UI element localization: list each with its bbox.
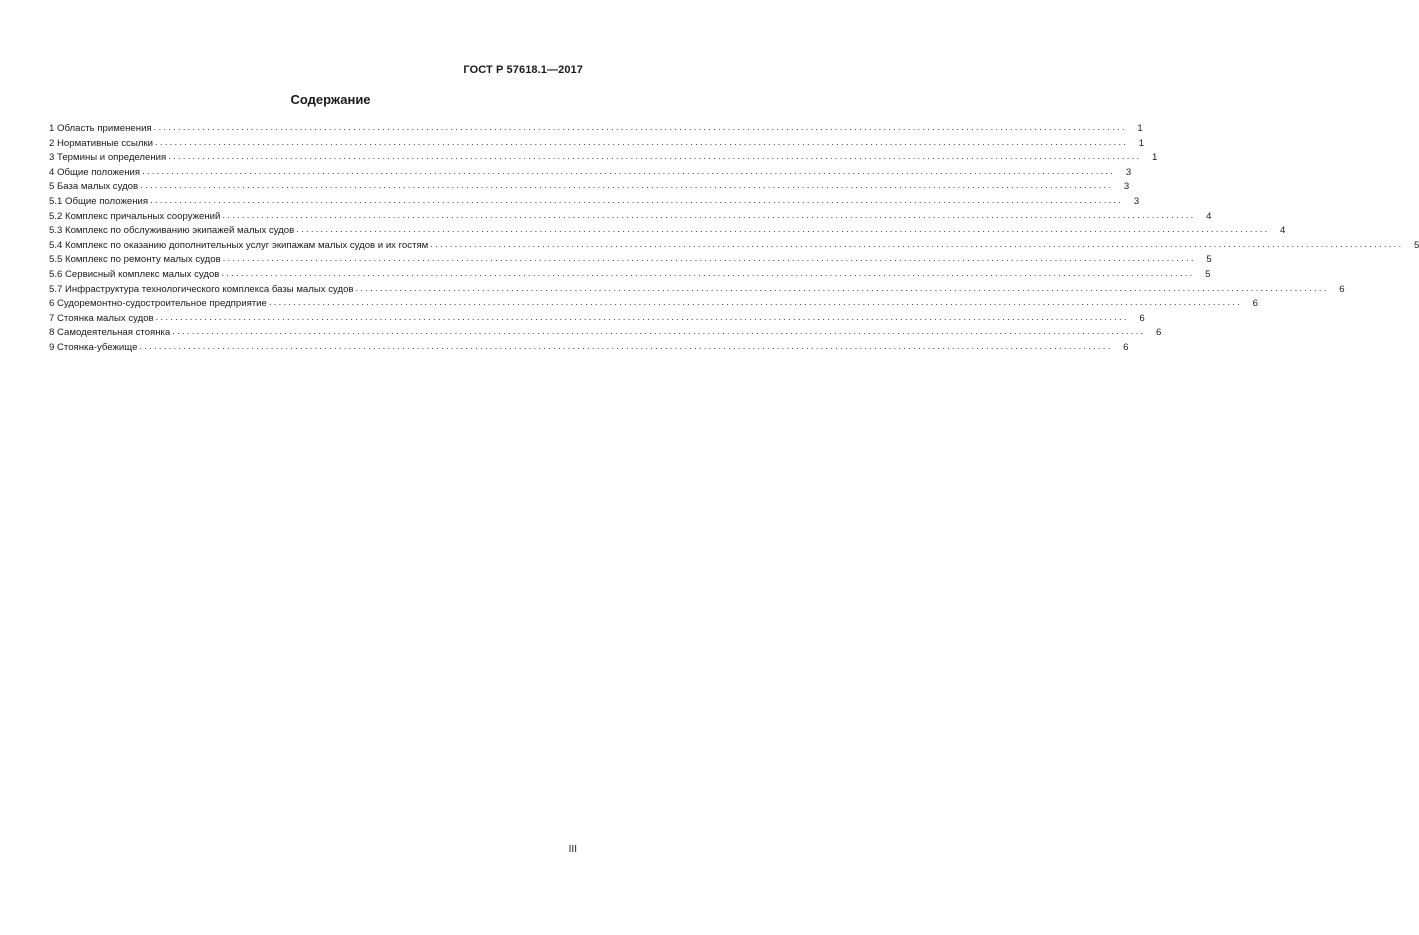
dot-leader: ........................................................................................................................................................................................................ xyxy=(155,136,1129,148)
toc-entry[interactable] xyxy=(49,326,1162,341)
toc-entry-page: 6 xyxy=(1123,341,1129,353)
dot-leader: ........................................................................................................................................................................................................ xyxy=(155,311,1129,323)
dot-leader: ........................................................................................................................................................................................................ xyxy=(296,224,1270,236)
dot-leader: ........................................................................................................................................................................................................ xyxy=(221,267,1195,279)
toc-entry-label: 9 Стоянка-убежище xyxy=(49,341,138,353)
toc-entry-page: 6 xyxy=(1139,312,1145,324)
toc-entry[interactable] xyxy=(49,253,1212,268)
dot-leader: ........................................................................................................................................................................................................ xyxy=(268,297,1242,309)
toc-entry-label: 5.4 Комплекс по оказанию дополнительных услуг экипажам малых судов и их гостям xyxy=(49,239,429,251)
dot-leader: ........................................................................................................................................................................................................ xyxy=(153,122,1127,133)
toc-entry-label: 5.6 Сервисный комплекс малых судов xyxy=(49,268,220,280)
toc-entry-page: 5 xyxy=(1206,254,1212,266)
dot-leader: ........................................................................................................................................................................................................ xyxy=(142,165,1116,177)
toc-entry-label: 6 Судоремонтно-судостроительное предприятие xyxy=(49,298,267,310)
toc-entry[interactable] xyxy=(49,340,1129,356)
toc-entry[interactable] xyxy=(49,136,1145,152)
toc-entry-label: 8 Самодеятельная стоянка xyxy=(49,327,171,339)
dot-leader: ........................................................................................................................................................................................................ xyxy=(222,209,1196,221)
toc-entry[interactable] xyxy=(49,282,1345,298)
toc-entry-label: 5.3 Комплекс по обслуживанию экипажей малых судов xyxy=(49,225,295,237)
toc-entry[interactable] xyxy=(49,180,1130,195)
dot-leader: ........................................................................................................................................................................................................ xyxy=(172,326,1146,338)
toc-entry-page: 4 xyxy=(1279,225,1286,237)
dot-leader: ........................................................................................................................................................................................................ xyxy=(222,253,1196,265)
toc-entry[interactable] xyxy=(49,194,1140,210)
toc-entry[interactable] xyxy=(49,122,1143,137)
dot-leader: ........................................................................................................................................................................................................ xyxy=(139,340,1113,352)
toc-entry-label: 5.1 Общие положения xyxy=(49,195,149,207)
toc-entry-page: 4 xyxy=(1206,210,1212,222)
toc-entry[interactable] xyxy=(49,224,1286,239)
document-code: ГОСТ Р 57618.1—2017 xyxy=(463,64,583,76)
toc-entry-page: 6 xyxy=(1339,283,1345,295)
dot-leader: ........................................................................................................................................................................................................ xyxy=(168,151,1142,163)
toc-entry-page: 3 xyxy=(1123,181,1130,193)
dot-leader: ........................................................................................................................................................................................................ xyxy=(150,194,1124,206)
toc-entry-page: 6 xyxy=(1252,298,1258,310)
toc-entry-label: 7 Стоянка малых судов xyxy=(49,312,154,324)
toc-entry[interactable] xyxy=(49,151,1158,166)
toc-entry-page: 6 xyxy=(1156,327,1162,339)
dot-leader: ........................................................................................................................................................................................................ xyxy=(140,180,1114,192)
toc-entry[interactable] xyxy=(49,297,1258,312)
table-of-contents xyxy=(49,122,1419,356)
toc-entry-page: 1 xyxy=(1137,123,1143,134)
toc-entry-page: 3 xyxy=(1133,195,1140,207)
toc-entry-label: 1 Область применения xyxy=(49,123,152,134)
toc-entry[interactable] xyxy=(49,165,1132,181)
toc-entry[interactable] xyxy=(49,238,1419,254)
toc-title: Содержание xyxy=(290,92,371,107)
toc-entry[interactable] xyxy=(49,209,1212,225)
dot-leader: ........................................................................................................................................................................................................ xyxy=(430,238,1404,250)
toc-entry-label: 3 Термины и определения xyxy=(49,152,167,164)
toc-entry-label: 5.7 Инфраструктура технологического комплекса базы малых судов xyxy=(49,283,354,295)
toc-entry[interactable] xyxy=(49,311,1145,327)
toc-entry-label: 2 Нормативные ссылки xyxy=(49,137,154,149)
toc-entry-label: 5.5 Комплекс по ремонту малых судов xyxy=(49,254,221,266)
toc-entry-label: 5 База малых судов xyxy=(49,181,139,193)
dot-leader: ........................................................................................................................................................................................................ xyxy=(355,282,1329,294)
toc-entry-page: 5 xyxy=(1414,239,1419,251)
toc-entry-page: 5 xyxy=(1205,268,1211,280)
toc-entry-page: 1 xyxy=(1138,137,1145,149)
toc-entry-page: 3 xyxy=(1125,166,1132,178)
toc-entry-label: 4 Общие положения xyxy=(49,166,141,178)
page-number: III xyxy=(568,844,577,855)
toc-entry-label: 5.2 Комплекс причальных сооружений xyxy=(49,210,221,222)
toc-entry-page: 1 xyxy=(1151,152,1158,164)
toc-entry[interactable] xyxy=(49,267,1211,283)
